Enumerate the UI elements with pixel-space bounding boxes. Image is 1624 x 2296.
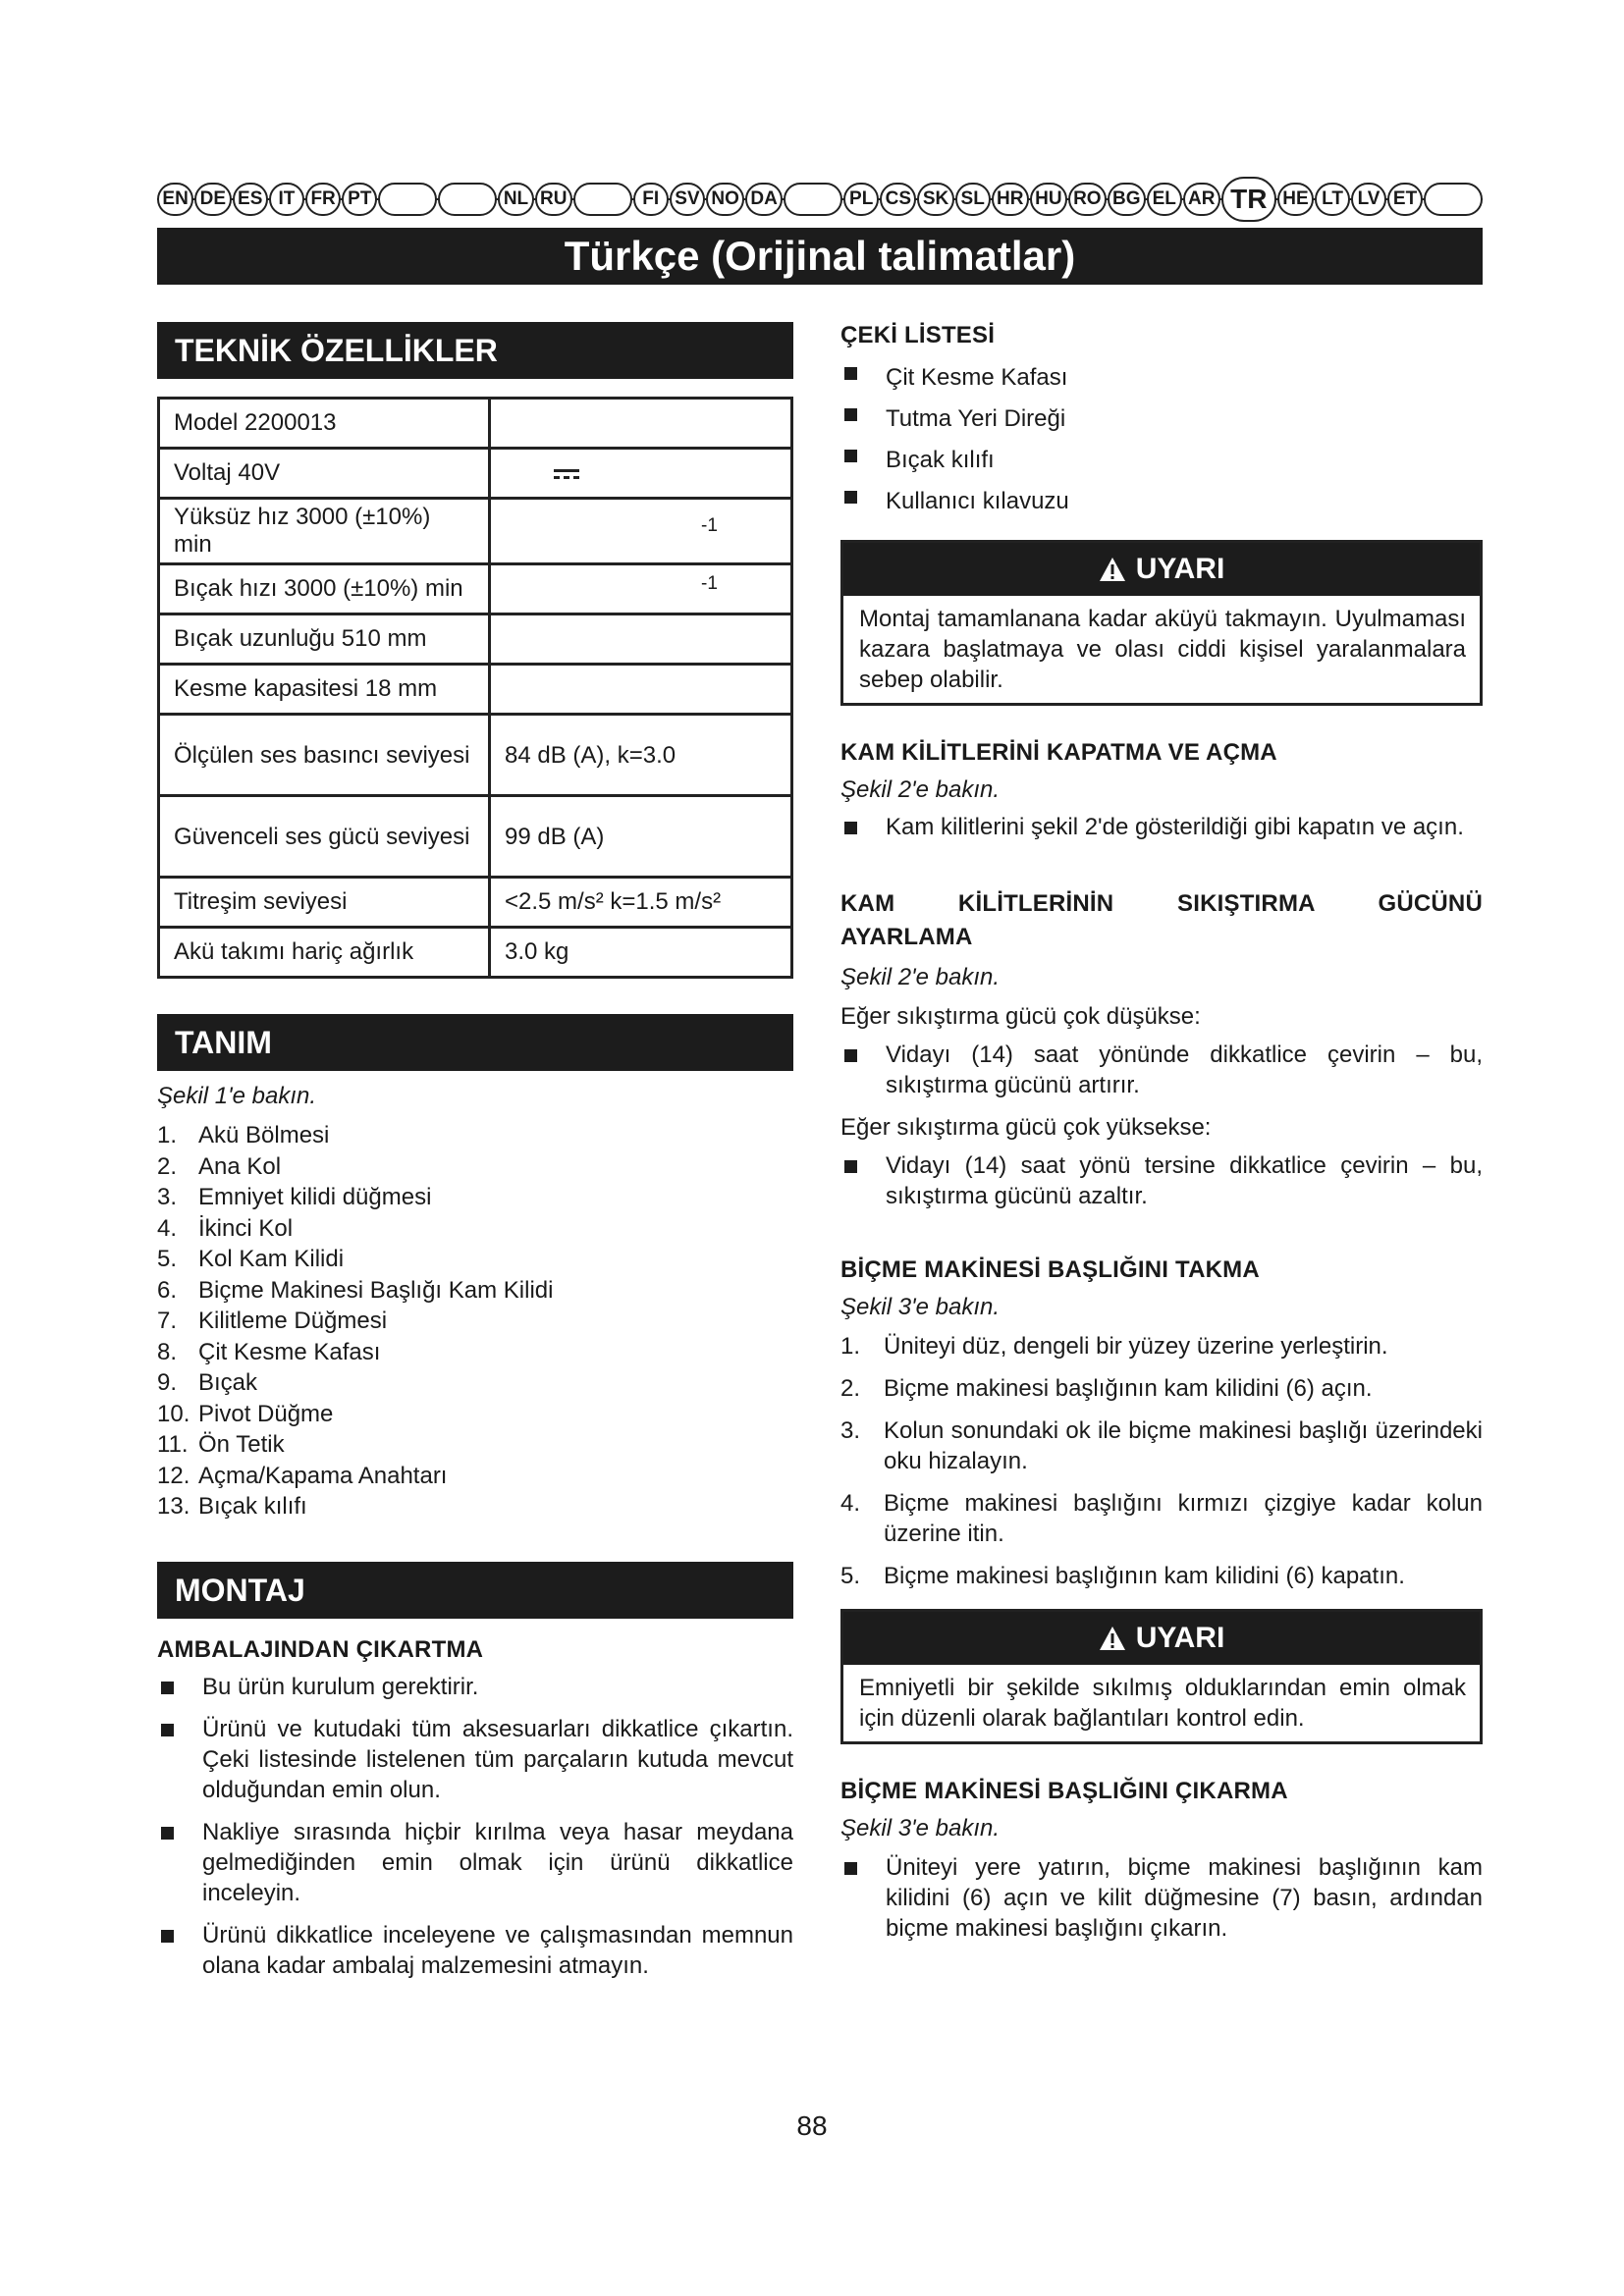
language-tab-lv: LV — [1351, 183, 1386, 216]
packing-list-heading: ÇEKİ LİSTESİ — [840, 322, 996, 348]
section-heading: KAM KİLİTLERİNİN SIKIŞTIRMA GÜCÜNÜ AYARLAMA — [840, 890, 1483, 950]
spec-label: Yüksüz hız — [174, 504, 290, 530]
spec-value: 84 dB (A), k=3.0 — [490, 715, 792, 796]
list-item: Bu ürün kurulum gerektirir. — [157, 1672, 793, 1702]
language-tab-sl: SL — [955, 183, 991, 216]
list-item: 5. Kol Kam Kilidi — [157, 1246, 345, 1272]
spec-label: Voltaj — [174, 459, 232, 486]
spec-row — [159, 449, 792, 499]
right-column — [840, 322, 1483, 1944]
page-title: Türkçe (Orijinal talimatlar) — [157, 228, 1483, 285]
cam-lock-list — [840, 812, 1483, 842]
warning-text: Montaj tamamlanana kadar aküyü takmayın. Uyulmaması kazara başlatmaya ve olası ciddi kişisel yaralanmalara sebep olabilir. — [859, 606, 1466, 693]
list-item: 3. Emniyet kilidi düğmesi — [157, 1184, 432, 1210]
language-tab-pt: PT — [342, 183, 377, 216]
language-tab-et: ET — [1387, 183, 1423, 216]
language-tab-sv: SV — [670, 183, 705, 216]
parts-list — [157, 1120, 793, 1522]
list-item: 3. Kolun sonundaki ok ile biçme makinesi başlığı üzerindeki oku hizalayın. — [840, 1417, 1483, 1474]
list-item: 8. Çit Kesme Kafası — [157, 1338, 381, 1365]
language-tab-el: EL — [1147, 183, 1182, 216]
list-item: 1. Üniteyi düz, dengeli bir yüzey üzerine yerleştirin. — [840, 1333, 1388, 1360]
spec-row — [159, 715, 792, 796]
list-item: Vidayı (14) saat yönünde dikkatlice çevirin – bu, sıkıştırma gücünü artırır. — [840, 1040, 1483, 1100]
list-item: 12. Açma/Kapama Anahtarı — [157, 1462, 448, 1489]
list-item: 10. Pivot Düğme — [157, 1400, 334, 1427]
spec-unit-exponent: -1 — [701, 573, 718, 594]
spec-label: Bıçak uzunluğu — [174, 625, 336, 652]
language-tab-strip — [157, 177, 1483, 222]
list-item: 11. Ön Tetik — [157, 1431, 285, 1458]
language-tab-pl: PL — [843, 183, 879, 216]
list-item: 4. İkinci Kol — [157, 1214, 294, 1242]
warning-triangle-icon — [1099, 1626, 1126, 1651]
list-item: Vidayı (14) saat yönü tersine dikkatlice çevirin – bu, sıkıştırma gücünü azaltır. — [840, 1150, 1483, 1211]
spec-value: 99 dB (A) — [490, 796, 792, 878]
list-item: Ürünü dikkatlice inceleyene ve çalışmasından memnun olana kadar ambalaj malzemesini atmayın. — [157, 1920, 793, 1981]
section-heading: BİÇME MAKİNESİ BAŞLIĞINI ÇIKARMA — [840, 1778, 1288, 1804]
language-tab-en: EN — [157, 183, 193, 216]
spec-unit-exponent: -1 — [701, 515, 718, 536]
list-item: Kullanıcı kılavuzu — [840, 481, 1483, 522]
spec-value: 3000 (±10%) min — [284, 575, 463, 602]
language-tab-hr: HR — [992, 183, 1029, 216]
list-item: Bıçak kılıfı — [840, 440, 1483, 481]
left-column — [157, 322, 793, 1981]
spec-row — [159, 796, 792, 878]
list-item: 5. Biçme makinesi başlığının kam kilidini (6) kapatın. — [840, 1563, 1405, 1589]
adjust-list — [840, 1150, 1483, 1211]
warning-title: UYARI — [1135, 553, 1225, 585]
list-item: 1. Akü Bölmesi — [157, 1122, 330, 1148]
language-tab-blank — [1424, 183, 1483, 216]
spec-value: <2.5 m/s² k=1.5 m/s² — [490, 878, 792, 928]
language-tab-he: HE — [1277, 183, 1314, 216]
spec-value: 510 mm — [341, 625, 427, 652]
warning-title: UYARI — [1135, 1622, 1225, 1654]
figure-reference: Şekil 1'e bakın. — [157, 1083, 317, 1109]
language-tab-cs: CS — [880, 183, 916, 216]
page-number: 88 — [796, 2110, 828, 2141]
spec-label: Güvenceli ses gücü seviyesi — [159, 796, 490, 878]
condition-text: Eğer sıkıştırma gücü çok yüksekse: — [840, 1114, 1212, 1141]
spec-heading: TEKNİK ÖZELLİKLER — [157, 322, 793, 379]
figure-reference: Şekil 2'e bakın. — [840, 964, 1001, 990]
spec-label: Bıçak hızı — [174, 575, 278, 602]
figure-reference: Şekil 3'e bakın. — [840, 1815, 1001, 1842]
language-tab-blank — [378, 183, 437, 216]
spec-row — [159, 928, 792, 978]
figure-reference: Şekil 3'e bakın. — [840, 1294, 1001, 1320]
list-item: Ürünü ve kutudaki tüm aksesuarları dikkatlice çıkartın. Çeki listesinde listelenen tüm parçaların kutuda mevcut olduğundan emin olun. — [157, 1714, 793, 1805]
language-tab-sk: SK — [917, 183, 953, 216]
list-item: Nakliye sırasında hiçbir kırılma veya hasar meydana gelmediğinden emin olmak için ürünü dikkatlice inceleyin. — [157, 1817, 793, 1908]
language-tab-blank — [784, 183, 842, 216]
section-heading: KAM KİLİTLERİNİ KAPATMA VE AÇMA — [840, 739, 1277, 766]
language-tab-blank — [573, 183, 632, 216]
spec-row — [159, 399, 792, 449]
unpacking-list — [157, 1672, 793, 1981]
spec-row — [159, 878, 792, 928]
tanim-heading: TANIM — [157, 1014, 793, 1071]
language-tab-no: NO — [706, 183, 744, 216]
list-item: Üniteyi yere yatırın, biçme makinesi başlığının kam kilidini (6) açın ve kilit düğmesine (7) basın, ardından biçme makinesi başlığını çıkarın. — [840, 1852, 1483, 1944]
list-item: 4. Biçme makinesi başlığını kırmızı çizgiye kadar kolun üzerine itin. — [840, 1490, 1483, 1547]
language-tab-tr: TR — [1221, 177, 1276, 222]
spec-label: Akü takımı hariç ağırlık — [159, 928, 490, 978]
language-tab-it: IT — [269, 183, 304, 216]
spec-value: 3000 (±10%) min — [174, 504, 431, 558]
language-tab-hu: HU — [1030, 183, 1067, 216]
packing-list — [840, 357, 1483, 522]
language-tab-ar: AR — [1183, 183, 1220, 216]
warning-triangle-icon — [1099, 557, 1126, 582]
figure-reference: Şekil 2'e bakın. — [840, 776, 1001, 803]
spec-table — [157, 397, 793, 979]
language-tab-blank — [438, 183, 497, 216]
list-item: Tutma Yeri Direği — [840, 399, 1483, 440]
spec-label: Kesme kapasitesi — [174, 675, 359, 702]
list-item: 6. Biçme Makinesi Başlığı Kam Kilidi — [157, 1276, 554, 1304]
adjust-list — [840, 1040, 1483, 1100]
warning-box — [840, 1609, 1483, 1744]
list-item: 7. Kilitleme Düğmesi — [157, 1308, 388, 1334]
spec-value: 3.0 kg — [490, 928, 792, 978]
language-tab-fi: FI — [633, 183, 669, 216]
list-item: 2. Biçme makinesi başlığının kam kilidini (6) açın. — [840, 1375, 1373, 1402]
language-tab-ro: RO — [1068, 183, 1107, 216]
language-tab-fr: FR — [305, 183, 341, 216]
spec-row — [159, 665, 792, 715]
language-tab-lt: LT — [1315, 183, 1350, 216]
spec-label: Ölçülen ses basıncı seviyesi — [159, 715, 490, 796]
language-tab-da: DA — [745, 183, 783, 216]
list-item: Kam kilitlerini şekil 2'de gösterildiği gibi kapatın ve açın. — [840, 812, 1483, 842]
spec-row — [159, 564, 792, 614]
unpacking-subheading: AMBALAJINDAN ÇIKARTMA — [157, 1635, 484, 1663]
section-heading: BİÇME MAKİNESİ BAŞLIĞINI TAKMA — [840, 1256, 1260, 1283]
list-item: 13. Bıçak kılıfı — [157, 1493, 307, 1520]
language-tab-es: ES — [233, 183, 268, 216]
language-tab-de: DE — [194, 183, 231, 216]
list-item: 2. Ana Kol — [157, 1152, 282, 1180]
attach-steps — [840, 1331, 1483, 1591]
spec-value: 40V — [238, 459, 281, 486]
language-tab-bg: BG — [1108, 183, 1146, 216]
language-tab-ru: RU — [535, 183, 572, 216]
spec-row — [159, 614, 792, 665]
spec-row — [159, 499, 792, 564]
warning-box — [840, 540, 1483, 706]
dc-symbol-icon — [554, 469, 579, 479]
spec-label: Model — [174, 409, 239, 436]
list-item: Çit Kesme Kafası — [840, 357, 1483, 399]
condition-text: Eğer sıkıştırma gücü çok düşükse: — [840, 1003, 1201, 1030]
spec-label: Titreşim seviyesi — [159, 878, 490, 928]
language-tabs — [157, 177, 1483, 222]
spec-value: 18 mm — [364, 675, 438, 702]
montaj-heading: MONTAJ — [157, 1562, 793, 1619]
warning-text: Emniyetli bir şekilde sıkılmış olduklarından emin olmak için düzenli olarak bağlantıları kontrol edin. — [859, 1675, 1466, 1732]
list-item: 9. Bıçak — [157, 1369, 258, 1396]
spec-value: 2200013 — [244, 409, 337, 436]
language-tab-nl: NL — [498, 183, 533, 216]
remove-list — [840, 1852, 1483, 1944]
